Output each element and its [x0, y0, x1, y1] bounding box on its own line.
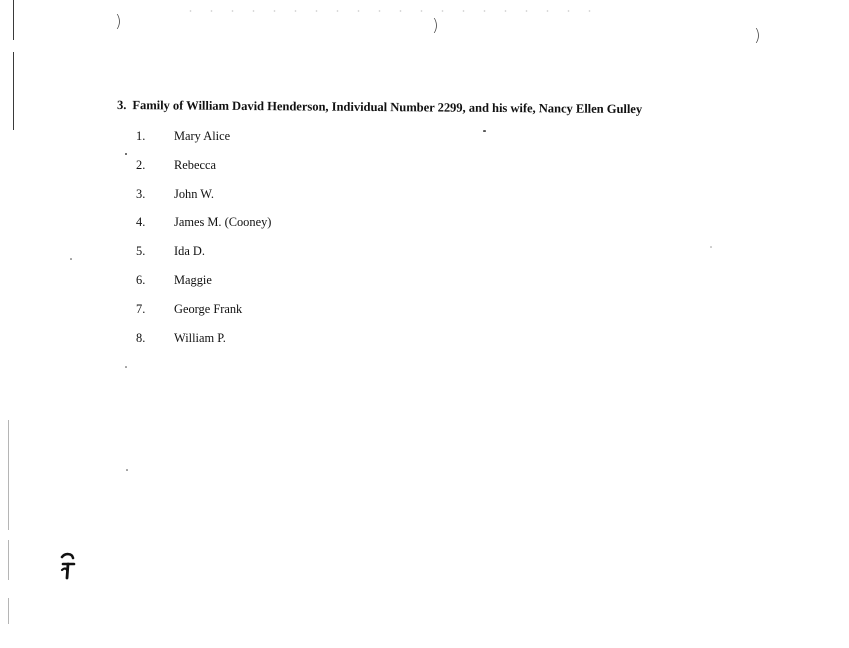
- scan-speck: [125, 366, 127, 368]
- child-name: Maggie: [174, 272, 212, 287]
- scan-speck: [483, 130, 486, 132]
- scan-edge-line: [8, 420, 9, 530]
- child-name: Ida D.: [174, 244, 205, 259]
- child-number: 6.: [136, 272, 146, 287]
- child-number: 5.: [136, 244, 146, 259]
- child-number: 2.: [136, 157, 146, 172]
- child-number: 8.: [136, 330, 146, 345]
- scan-paren-mark: ): [432, 16, 439, 36]
- scan-speck: [126, 469, 128, 471]
- scan-edge-line: [8, 540, 9, 580]
- scan-edge-line: [8, 598, 9, 624]
- scan-noise: [180, 8, 600, 14]
- child-entry: [132, 273, 374, 302]
- scan-speck: [710, 246, 712, 248]
- child-name: Mary Alice: [174, 129, 231, 143]
- child-name: William P.: [174, 330, 226, 345]
- heading-text: Family of William David Henderson, Individual Number 2299, and his wife, Nancy Ellen Gulley: [132, 98, 643, 117]
- handwritten-mark: [56, 548, 80, 588]
- scan-edge-line: [13, 0, 14, 40]
- child-number: 7.: [136, 301, 146, 316]
- child-entry: [132, 129, 374, 158]
- scan-speck: [70, 258, 72, 260]
- child-number: 3.: [136, 186, 146, 201]
- child-entry: [132, 331, 374, 360]
- child-name: James M. (Cooney): [174, 215, 272, 230]
- family-heading: [117, 98, 707, 118]
- child-number: 4.: [136, 215, 146, 230]
- child-entry: [132, 158, 374, 187]
- child-name: George Frank: [174, 301, 243, 316]
- child-entry: [132, 244, 374, 273]
- scan-paren-mark: ): [754, 26, 761, 46]
- child-number: 1.: [136, 129, 146, 143]
- child-name: John W.: [174, 186, 214, 201]
- child-entry: [132, 187, 374, 216]
- child-entry: [132, 302, 374, 331]
- children-list: [132, 129, 374, 359]
- child-entry: [132, 215, 374, 244]
- section-number: 3.: [116, 98, 127, 113]
- scan-paren-mark: ): [115, 12, 122, 32]
- child-name: Rebecca: [174, 157, 216, 172]
- scan-speck: [125, 153, 127, 155]
- scan-edge-line: [13, 52, 14, 130]
